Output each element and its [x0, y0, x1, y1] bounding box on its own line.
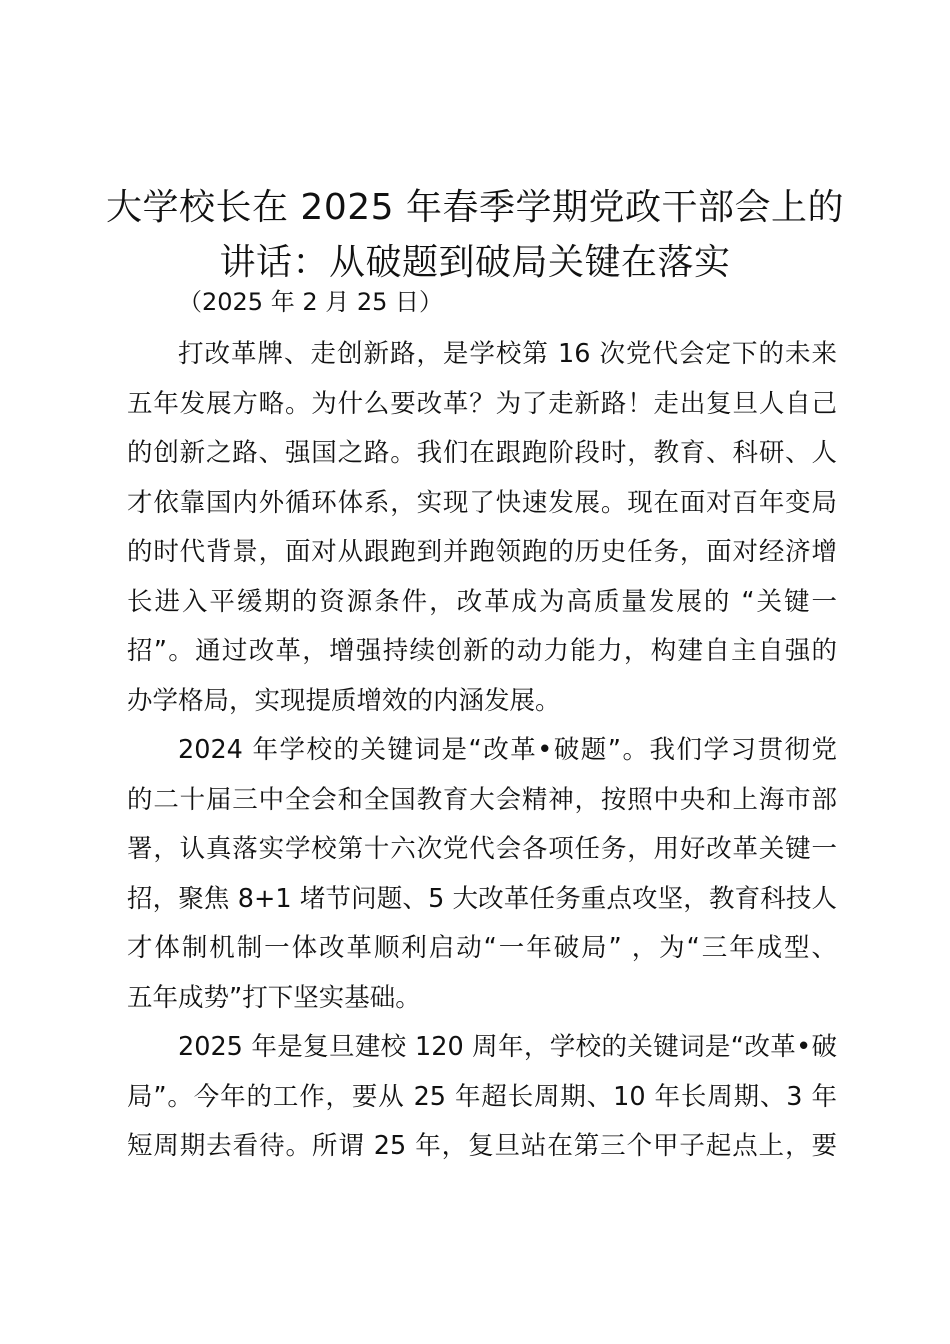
paragraph-3-line-2: 局”。今年的工作，要从 25 年超长周期、10 年长周期、3 年: [127, 1081, 837, 1112]
paragraph-1-line-4: 才依靠国内外循环体系，实现了快速发展。现在面对百年变局: [127, 487, 837, 518]
paragraph-2-line-5: 才体制机制一体改革顺利启动“一年破局” ，为“三年成型、: [127, 933, 837, 963]
paragraph-2-line-4: 招，聚焦 8+1 堵节问题、5 大改革任务重点攻坚，教育科技人: [127, 883, 837, 914]
paragraph-1-line-7: 招”。通过改革，增强持续创新的动力能力，构建自主自强的: [127, 636, 837, 666]
paragraph-1-line-1: 打改革牌、走创新路，是学校第 16 次党代会定下的未来: [178, 339, 837, 369]
paragraph-2-line-6: 五年成势”打下坚实基础。: [127, 982, 421, 1013]
document-title: [100, 180, 850, 290]
paragraph-3-line-1: 2025 年是复旦建校 120 周年，学校的关键词是“改革•破: [178, 1032, 837, 1062]
paragraph-1-line-3: 的创新之路、强国之路。我们在跟跑阶段时，教育、科研、人: [127, 438, 837, 468]
paragraph-3-line-3: 短周期去看待。所谓 25 年，复旦站在第三个甲子起点上，要: [127, 1131, 837, 1161]
paragraph-1-line-2: 五年发展方略。为什么要改革？为了走新路！走出复旦人自己: [127, 388, 837, 419]
paragraph-2-line-1: 2024 年学校的关键词是“改革•破题”。我们学习贯彻党: [178, 735, 837, 765]
paragraph-1-line-5: 的时代背景，面对从跟跑到并跑领跑的历史任务，面对经济增: [127, 537, 837, 567]
title-line-1: 大学校长在 2025 年春季学期党政干部会上的: [105, 187, 844, 228]
paragraph-1-line-8: 办学格局，实现提质增效的内涵发展。: [127, 685, 561, 716]
document-body: [127, 330, 837, 1172]
paragraph-2-line-2: 的二十届三中全会和全国教育大会精神，按照中央和上海市部: [127, 784, 837, 815]
paragraph-2-line-3: 署，认真落实学校第十六次党代会各项任务，用好改革关键一: [127, 834, 837, 864]
title-line-2: 讲话：从破题到破局关键在落实: [219, 242, 731, 283]
document-date: （2025 年 2 月 25 日）: [178, 288, 444, 316]
paragraph-1-line-6: 长进入平缓期的资源条件，改革成为高质量发展的 “关键一: [127, 586, 837, 617]
